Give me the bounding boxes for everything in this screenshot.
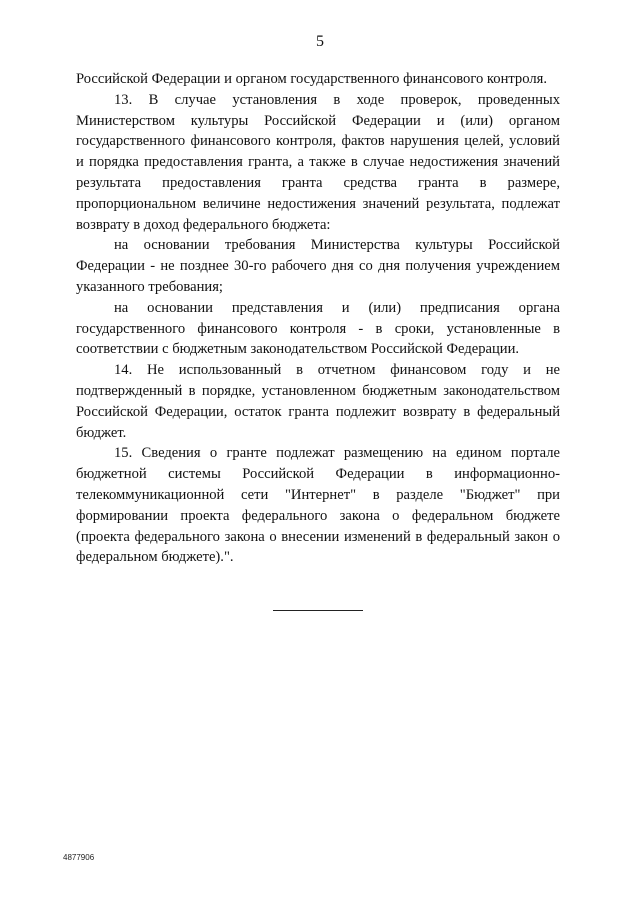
paragraph-continuation: Российской Федерации и органом государственного финансового контроля. [76,71,547,87]
page-number: 5 [316,33,324,50]
paragraph-14: 14. Не использованный в отчетном финансовом году и не подтвержденный в порядке, установленном бюджетным законодательством Российской Федерации, остаток гранта подлежит возврату в федеральный бюджет. [76,362,560,441]
paragraph-15: 15. Сведения о гранте подлежат размещению на едином портале бюджетной системы Российской Федерации в информационно-телекоммуникационной сети "Интернет" в разделе "Бюджет" при формировании проекта федерального закона о федеральном бюджете (проекта федерального закона о внесении изменений в федеральный закон о федеральном бюджете).". [76,445,560,566]
document-body [76,69,560,568]
paragraph-ministry-requirement: на основании требования Министерства культуры Российской Федерации - не позднее 30-го рабочего дня со дня получения учреждением указанного требования; [76,237,560,295]
paragraph-control-body-order: на основании представления и (или) предписания органа государственного финансового контроля - в сроки, установленные в соответствии с бюджетным законодательством Российской Федерации. [76,299,560,358]
document-code: 4877906 [63,853,95,862]
end-separator-line [273,610,363,611]
paragraph-13: 13. В случае установления в ходе проверок, проведенных Министерством культуры Российской Федерации и (или) органом государственного финансового контроля, фактов нарушения целей, условий и порядка предоставления гранта, а также в случае недостижения значений результата предоставления гранта средства гранта в размере, пропорциональном величине недостижения значений результата, подлежат возврату в доход федерального бюджета: [76,91,560,233]
